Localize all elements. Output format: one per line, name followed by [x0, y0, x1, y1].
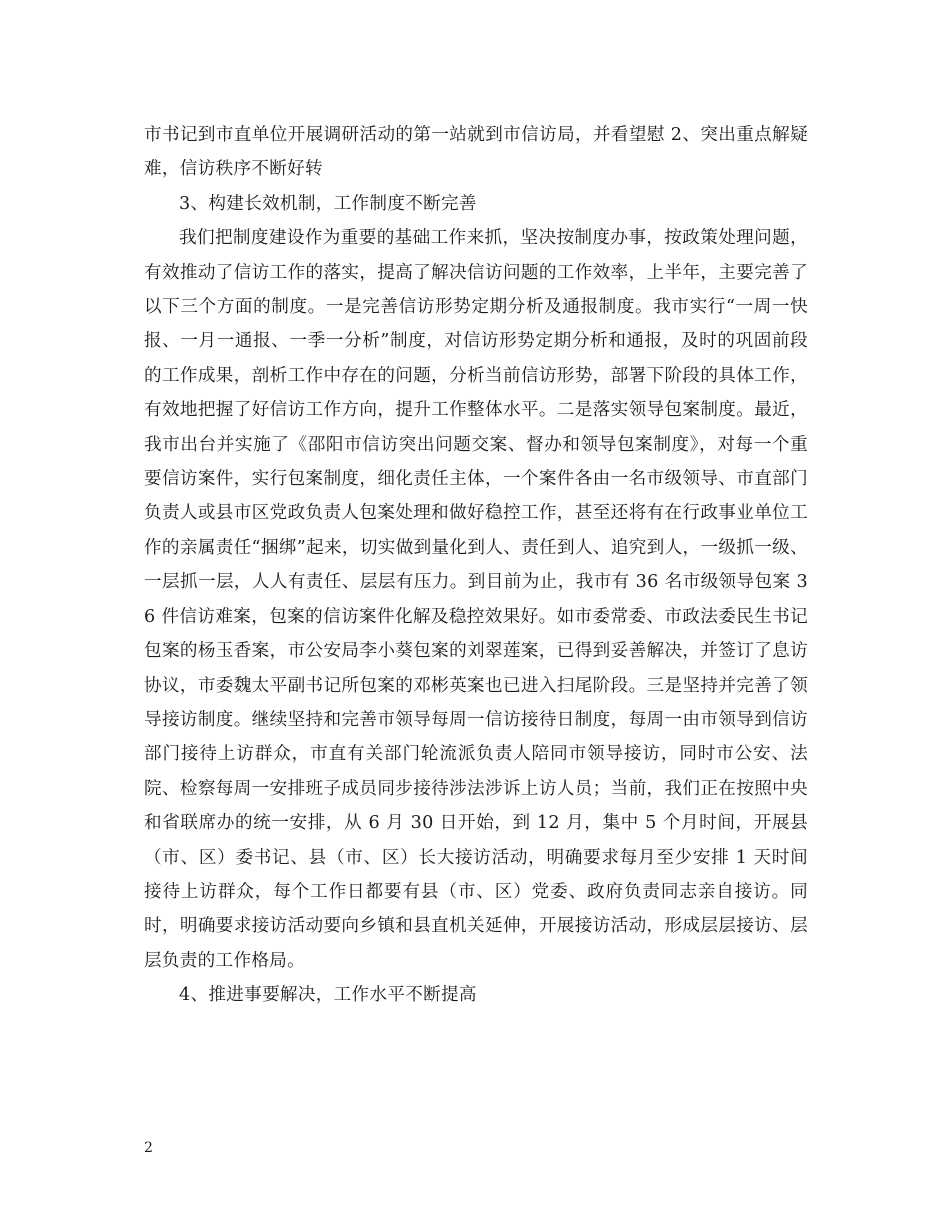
paragraph-continuation: 市书记到市直单位开展调研活动的第一站就到市信访局，并看望慰 2、突出重点解疑难，信访秩序不断好转 [144, 125, 808, 180]
page-number: 2 [144, 1140, 153, 1156]
paragraph-system-building: 我们把制度建设作为重要的基础工作来抓，坚决按制度办事，按政策处理问题，有效推动了信访工作的落实，提高了解决信访问题的工作效率，上半年，主要完善了以下三个方面的制度。一是完善信访形势定期分析及通报制度。我市实行“一周一快报、一月一通报、一季一分析”制度，对信访形势定期分析和通报，及时的巩固前段的工作成果，剖析工作中存在的问题，分析当前信访形势，部署下阶段的具体工作，有效地把握了好信访工作方向，提升工作整体水平。二是落实领导包案制度。最近，我市出台并实施了《邵阳市信访突出问题交案、督办和领导包案制度》，对每一个重要信访案件，实行包案制度，细化责任主体，一个案件各由一名市级领导、市直部门负责人或县市区党政负责人包案处理和做好稳控工作，甚至还将有在行政事业单位工作的亲属责任“捆绑”起来，切实做到量化到人、责任到人、追究到人，一级抓一级、一层抓一层，人人有责任、层层有压力。到目前为止，我市有 36 名市级领导包案 36 件信访难案，包案的信访案件化解及稳控效果好。如市委常委、市政法委民生书记包案的杨玉香案，市公安局李小葵包案的刘翠莲案，已得到妥善解决，并签订了息访协议，市委魏太平副书记所包案的邓彬英案也已进入扫尾阶段。三是坚持并完善了领导接访制度。继续坚持和完善市领导每周一信访接待日制度，每周一由市领导到信访部门接待上访群众，市直有关部门轮流派负责人陪同市领导接访，同时市公安、法院、检察每周一安排班子成员同步接待涉法涉诉上访人员；当前，我们正在按照中央和省联席办的统一安排，从 6 月 30 日开始，到 12 月，集中 5 个月时间，开展县（市、区）委书记、县（市、区）长大接访活动，明确要求每月至少安排 1 天时间接待上访群众，每个工作日都要有县（市、区）党委、政府负责同志亲自接访。同时，明确要求接访活动要向乡镇和县直机关延伸，开展接访活动，形成层层接访、层层负责的工作格局。 [144, 228, 808, 971]
section-heading-3: 3、构建长效机制，工作制度不断完善 [179, 193, 477, 214]
section-heading-4: 4、推进事要解决，工作水平不断提高 [179, 985, 477, 1006]
document-body [144, 118, 808, 1013]
